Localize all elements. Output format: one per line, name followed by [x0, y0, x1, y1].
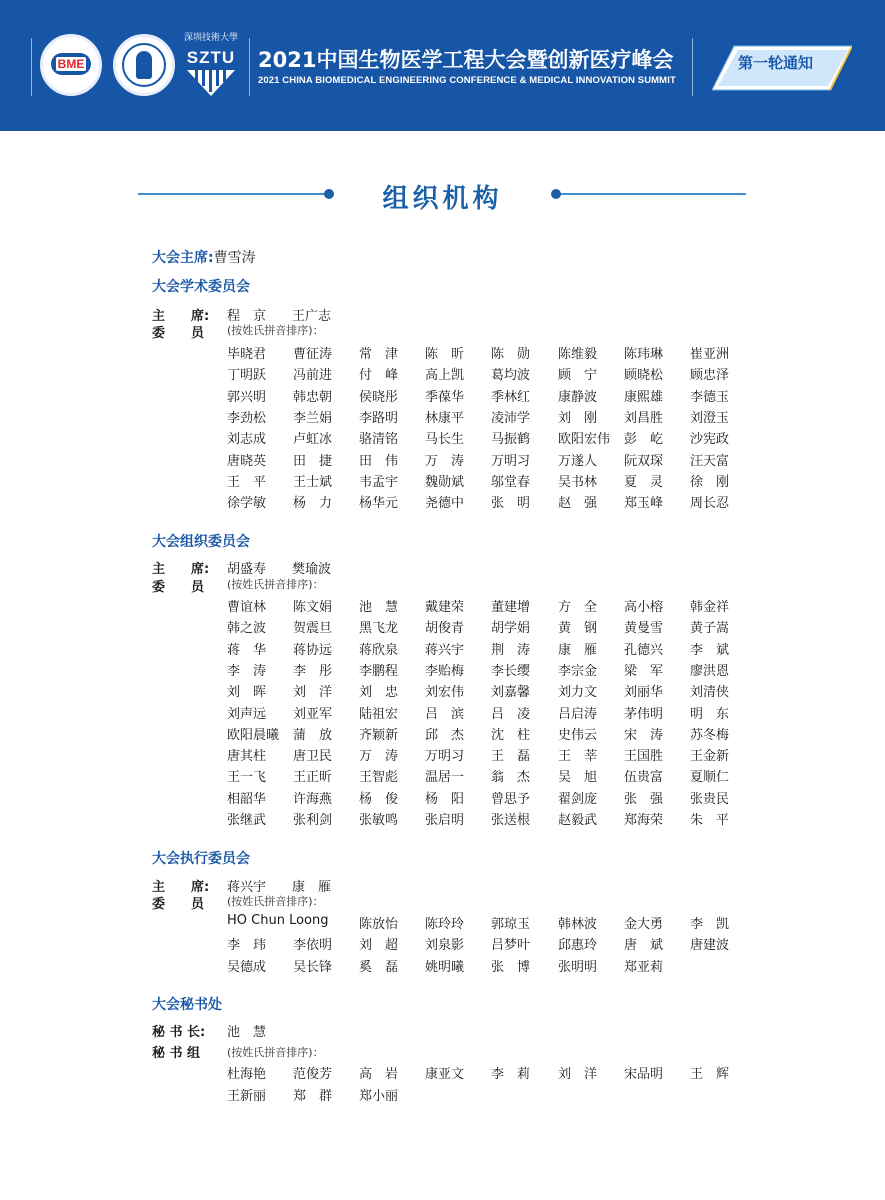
member-name: 常 津	[359, 347, 399, 362]
member-name: 李 斌	[690, 642, 730, 658]
member-name: 张 强	[624, 791, 664, 807]
member-name: 蒲 放	[293, 727, 333, 743]
member-name: 张启明	[425, 813, 465, 828]
member-name: 戴建荣	[425, 600, 465, 615]
member-name: 郭琼玉	[491, 917, 531, 932]
member-name: 刘宏伟	[425, 685, 465, 701]
member-name: 张利剑	[293, 813, 333, 828]
member-name: 刘清侠	[690, 685, 730, 701]
member-name: 李贻梅	[425, 663, 465, 679]
header-divider	[249, 38, 250, 96]
member-name: 冯前进	[293, 368, 333, 384]
member-name: 李宗金	[558, 663, 598, 679]
executive-members-label: 委 员	[152, 897, 205, 912]
conference-chair	[152, 247, 256, 267]
organizing-committee-heading: 大会组织委员会	[152, 534, 250, 550]
member-name: 郑亚莉	[624, 959, 664, 975]
member-name: 杜海艳	[227, 1067, 267, 1082]
member-name: 李依明	[293, 938, 333, 953]
member-name: 毕晓君	[227, 347, 267, 362]
member-name: 方 全	[558, 600, 598, 615]
member-name: 张 博	[491, 959, 531, 975]
member-name: 张送根	[491, 813, 531, 828]
member-name: 邬堂春	[491, 474, 531, 490]
member-name: 王智彪	[359, 770, 399, 786]
member-name: 刘 超	[359, 938, 399, 953]
member-name: 荆 涛	[491, 642, 531, 658]
member-row	[227, 343, 787, 363]
member-name: 张明明	[558, 959, 598, 975]
member-name: 刘 刚	[558, 410, 598, 426]
secretariat-group-label: 秘 书 组	[152, 1046, 201, 1061]
member-name: 吴德成	[227, 959, 267, 975]
member-name: 韦孟宇	[359, 474, 399, 490]
member-name: 阮双琛	[624, 453, 664, 469]
organizing-members-label: 委 员	[152, 580, 205, 595]
member-name: 田 捷	[293, 453, 333, 469]
member-name: 吕 滨	[425, 706, 465, 722]
member-name: 王新丽	[227, 1088, 267, 1104]
member-row	[227, 492, 787, 512]
member-name: 孔德兴	[624, 642, 664, 658]
member-name: 郭兴明	[227, 389, 267, 405]
member-name: 董建增	[491, 600, 531, 615]
member-name: 陈放怡	[359, 917, 399, 932]
member-name: 夏 灵	[624, 474, 664, 490]
academic-sort-note: (按姓氏拼音排序)：	[227, 324, 324, 337]
member-name: 刘亚军	[293, 706, 333, 722]
member-name: 郑 群	[293, 1088, 333, 1104]
member-name: 顾晓松	[624, 368, 664, 384]
bme-logo-text: BME	[57, 57, 85, 71]
academic-committee-heading: 大会学术委员会	[152, 279, 250, 295]
member-name: 王正昕	[293, 770, 333, 786]
academic-chair-label: 主 席:	[152, 309, 210, 324]
member-name: 田 伟	[359, 453, 399, 469]
university-seal-logo	[113, 34, 175, 96]
organizing-chair-names: 胡盛寿 樊瑜波	[227, 562, 332, 577]
member-name: 王 磊	[491, 749, 531, 765]
member-name: 王 莘	[558, 749, 598, 765]
member-name: 黑飞龙	[359, 621, 399, 637]
member-name: 韩忠朝	[293, 389, 333, 405]
member-name: 万 涛	[359, 749, 399, 765]
member-name: 李德玉	[690, 389, 730, 405]
member-name: 胡学娟	[491, 621, 531, 637]
member-name: 欧阳晨曦	[227, 727, 280, 743]
member-name: 黄子嵩	[690, 621, 730, 637]
conference-title: 2021中国生物医学工程大会暨创新医疗峰会	[258, 48, 674, 72]
member-name: 伍贵富	[624, 770, 664, 786]
member-name: 杨 阳	[425, 791, 465, 807]
academic-members-label: 委 员	[152, 326, 205, 341]
member-row	[227, 471, 787, 491]
executive-chair-names: 蒋兴宇 康 雁	[227, 880, 332, 895]
member-row	[227, 1063, 787, 1083]
member-row	[227, 407, 787, 427]
member-name: 刘丽华	[624, 685, 664, 701]
member-name: 郑海荣	[624, 813, 664, 828]
member-name: 康熙雄	[624, 389, 664, 405]
member-name: 林康平	[425, 410, 465, 426]
member-name: 彭 屹	[624, 432, 664, 448]
member-row	[227, 809, 787, 829]
member-name: 刘澄玉	[690, 410, 730, 426]
member-name: 吴 旭	[558, 770, 598, 786]
member-name: 赵 强	[558, 496, 598, 512]
member-name: 尧德中	[425, 496, 465, 512]
member-name: 陈玮琳	[624, 347, 664, 362]
member-name: 万 涛	[425, 453, 465, 469]
member-row	[227, 639, 787, 659]
member-name: 邱惠玲	[558, 938, 598, 953]
member-row	[227, 450, 787, 470]
member-name: 刘 洋	[293, 685, 333, 701]
member-name: 郑小丽	[359, 1088, 399, 1104]
member-name: 周长忍	[690, 496, 730, 512]
member-name: 苏冬梅	[690, 727, 730, 743]
member-name: 康静波	[558, 389, 598, 405]
member-name: 明 东	[690, 706, 730, 722]
member-name: 季林红	[491, 389, 531, 405]
member-name: 刘 洋	[558, 1067, 598, 1082]
member-name: 徐 刚	[690, 474, 730, 490]
conference-chair-name: 曹雪涛	[213, 250, 256, 266]
member-name: 顾忠泽	[690, 368, 730, 384]
secretariat-heading: 大会秘书处	[152, 997, 222, 1013]
secretary-general-name: 池 慧	[227, 1025, 267, 1040]
member-row	[227, 745, 787, 765]
member-row	[227, 681, 787, 701]
member-name: 徐学敏	[227, 496, 267, 512]
member-name: 吴长锋	[293, 959, 333, 975]
member-name: 马振鹤	[491, 432, 531, 448]
member-name: 万明习	[491, 453, 531, 469]
member-name: 李 凯	[690, 917, 730, 932]
sztu-stripes-icon	[187, 70, 235, 96]
member-name: 翟剑庞	[558, 791, 598, 807]
member-name: 王国胜	[624, 749, 664, 765]
member-name: 唐晓英	[227, 453, 267, 469]
member-name: 魏勋斌	[425, 474, 465, 490]
member-name: 李路明	[359, 410, 399, 426]
member-name: 许海燕	[293, 791, 333, 807]
member-name: 奚 磊	[359, 959, 399, 975]
member-name: 胡俊青	[425, 621, 465, 637]
member-name: 范俊芳	[293, 1067, 333, 1082]
executive-sort-note: (按姓氏拼音排序)：	[227, 895, 324, 908]
conference-chair-label: 大会主席:	[152, 250, 214, 266]
sztu-logo-text: SZTU	[186, 48, 236, 67]
member-name: 黄曼雪	[624, 621, 664, 637]
member-name: 相韶华	[227, 791, 267, 807]
organizing-sort-note: (按姓氏拼音排序)：	[227, 578, 324, 591]
member-name: 唐 斌	[624, 938, 664, 953]
member-name: 吕 凌	[491, 706, 531, 722]
member-name: 沈 柱	[491, 727, 531, 743]
member-name: 凌沛学	[491, 410, 531, 426]
member-name: 宋品明	[624, 1067, 664, 1082]
member-name: 卢虹冰	[293, 432, 333, 448]
member-row	[227, 913, 787, 933]
bme-logo	[40, 34, 102, 96]
member-name: 郑玉峰	[624, 496, 664, 512]
member-name: 张 明	[491, 496, 531, 512]
member-row	[227, 596, 787, 616]
member-name: 李兰娟	[293, 410, 333, 426]
member-name: 吴书林	[558, 474, 598, 490]
member-row	[227, 617, 787, 637]
member-name: 万明习	[425, 749, 465, 765]
member-name: 刘志成	[227, 432, 267, 448]
member-name: 茅伟明	[624, 706, 664, 722]
member-row	[227, 956, 787, 976]
member-name: 宋 涛	[624, 727, 664, 743]
member-name: 杨 力	[293, 496, 333, 512]
member-name: 高 岩	[359, 1067, 399, 1082]
member-name: 汪天富	[690, 453, 730, 469]
member-name: 王一飞	[227, 770, 267, 786]
member-name: 康 雁	[558, 642, 598, 658]
member-name: 葛均波	[491, 368, 531, 384]
member-name: 付 峰	[359, 368, 399, 384]
member-name: 吕启涛	[558, 706, 598, 722]
member-name: 黄 钢	[558, 621, 598, 637]
member-name: 蒋兴宇	[425, 642, 465, 658]
secretariat-sort-note: (按姓氏拼音排序)：	[227, 1046, 324, 1059]
member-row	[227, 1085, 787, 1105]
member-row	[227, 703, 787, 723]
member-name: 万遂人	[558, 453, 598, 469]
member-name: 李 玮	[227, 938, 267, 953]
member-name: 康亚文	[425, 1067, 465, 1082]
academic-chair-names: 程 京 王广志	[227, 309, 332, 324]
notice-badge: 第一轮通知	[738, 54, 814, 72]
member-name: 朱 平	[690, 813, 730, 828]
member-name: 刘泉影	[425, 938, 465, 953]
member-name: 沙宪政	[690, 432, 730, 448]
member-name: 李 彤	[293, 663, 333, 679]
member-name: 陆祖宏	[359, 706, 399, 722]
member-name: 唐其柱	[227, 749, 267, 765]
member-name: 王 辉	[690, 1067, 730, 1082]
member-row	[227, 386, 787, 406]
member-name: 曹谊林	[227, 600, 267, 615]
member-name: 韩之波	[227, 621, 267, 637]
conference-title-en: 2021 CHINA BIOMEDICAL ENGINEERING CONFERENCE & MEDICAL INNOVATION SUMMIT	[258, 75, 676, 86]
member-name: 齐颖新	[359, 727, 399, 743]
member-name: 赵毅武	[558, 813, 598, 828]
member-name: 李鹏程	[359, 663, 399, 679]
member-name: 李 莉	[491, 1067, 531, 1082]
member-name: 季葆华	[425, 389, 465, 405]
member-name: 顾 宁	[558, 368, 598, 384]
member-name: 梁 军	[624, 663, 664, 679]
member-name: 骆清铭	[359, 432, 399, 448]
member-name: 张敏鸣	[359, 813, 399, 828]
member-row	[227, 660, 787, 680]
member-name: 贺震旦	[293, 621, 333, 637]
executive-chair-label: 主 席:	[152, 880, 210, 895]
member-name: HO Chun Loong	[227, 913, 329, 928]
organizing-chair-label: 主 席:	[152, 562, 210, 577]
member-name: 张继武	[227, 813, 267, 828]
member-name: 曾思予	[491, 791, 531, 807]
member-row	[227, 788, 787, 808]
member-name: 崔亚洲	[690, 347, 730, 362]
member-name: 金大勇	[624, 917, 664, 932]
member-row	[227, 364, 787, 384]
member-row	[227, 934, 787, 954]
member-name: 高小榕	[624, 600, 664, 615]
member-name: 刘声远	[227, 706, 267, 722]
header-divider	[692, 38, 693, 96]
member-name: 廖洪恩	[690, 663, 730, 679]
member-row	[227, 428, 787, 448]
executive-committee-heading: 大会执行委员会	[152, 851, 250, 867]
member-name: 李 涛	[227, 663, 267, 679]
member-name: 邱 杰	[425, 727, 465, 743]
member-name: 李劲松	[227, 410, 267, 426]
member-name: 韩林波	[558, 917, 598, 932]
member-name: 陈文娟	[293, 600, 333, 615]
member-row	[227, 724, 787, 744]
member-name: 史伟云	[558, 727, 598, 743]
member-name: 丁明跃	[227, 368, 267, 384]
member-name: 蒋协远	[293, 642, 333, 658]
member-name: 刘昌胜	[624, 410, 664, 426]
member-name: 陈维毅	[558, 347, 598, 362]
member-name: 马长生	[425, 432, 465, 448]
page-title: 组织机构	[382, 184, 503, 214]
member-name: 侯晓彤	[359, 389, 399, 405]
member-name: 温居一	[425, 770, 465, 786]
member-name: 翁 杰	[491, 770, 531, 786]
secretary-general-label: 秘 书 长:	[152, 1025, 206, 1040]
header-banner	[0, 0, 885, 131]
member-name: 刘力文	[558, 685, 598, 701]
member-name: 张贵民	[690, 791, 730, 807]
member-name: 王士斌	[293, 474, 333, 490]
member-name: 池 慧	[359, 600, 399, 615]
header-divider	[31, 38, 32, 96]
member-name: 高上凯	[425, 368, 465, 384]
member-name: 杨华元	[359, 496, 399, 512]
member-name: 刘 晖	[227, 685, 267, 701]
sztu-logo	[183, 30, 239, 100]
member-name: 蒋 华	[227, 642, 267, 658]
member-name: 唐建波	[690, 938, 730, 953]
member-name: 姚明曦	[425, 959, 465, 975]
member-name: 曹征涛	[293, 347, 333, 362]
member-name: 夏顺仁	[690, 770, 730, 786]
member-name: 刘 忠	[359, 685, 399, 701]
member-name: 吕梦叶	[491, 938, 531, 953]
member-name: 李长缨	[491, 663, 531, 679]
member-name: 陈 勋	[491, 347, 531, 362]
member-name: 陈玲玲	[425, 917, 465, 932]
member-name: 韩金祥	[690, 600, 730, 615]
member-name: 唐卫民	[293, 749, 333, 765]
member-row	[227, 766, 787, 786]
sztu-logo-cn: 深圳技術大學	[183, 33, 238, 43]
member-name: 王金新	[690, 749, 730, 765]
member-name: 刘嘉馨	[491, 685, 531, 701]
member-name: 王 平	[227, 474, 267, 490]
member-name: 陈 昕	[425, 347, 465, 362]
member-name: 蒋欣泉	[359, 642, 399, 658]
member-name: 杨 俊	[359, 791, 399, 807]
member-name: 欧阳宏伟	[558, 432, 611, 448]
